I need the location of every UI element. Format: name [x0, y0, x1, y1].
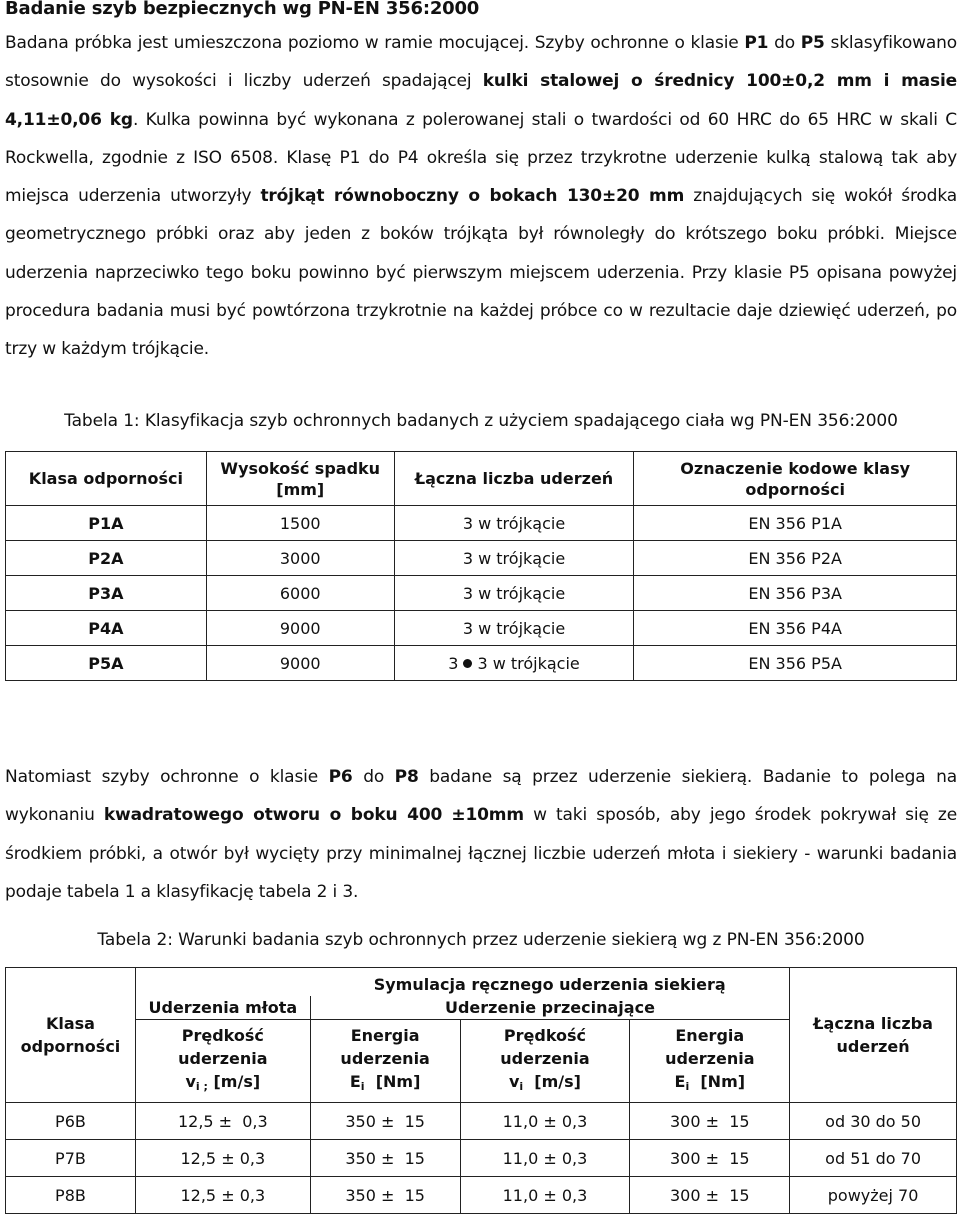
table1-cell-kod: EN 356 P2A — [634, 541, 957, 576]
table1-cell-liczba: 3 w trójkącie — [394, 541, 634, 576]
para1-class-p5: P5 — [800, 33, 825, 53]
table2-header-row-1 — [6, 968, 957, 997]
table1-header-wysokosc: Wysokość spadku [mm] — [206, 452, 394, 506]
table1-cell-wysokosc: 3000 — [206, 541, 394, 576]
para2-space — [442, 805, 451, 825]
table1-cell-klasa: P3A — [6, 576, 207, 611]
table1-cell-klasa: P2A — [6, 541, 207, 576]
multiplication-dot-icon — [463, 659, 472, 668]
para2-hole-spec: kwadratowego otworu o boku 400 — [103, 805, 443, 826]
table-axe-test-conditions — [5, 967, 957, 1214]
table2-header-laczna: Łączna liczba uderzeń — [790, 968, 957, 1103]
table2-cell-e1: 350 ± 15 — [310, 1103, 460, 1140]
para1-text-4: . Kulka powinna być wykonana z polerowanej stali o twardości od 60 HRC do 65 HRC w skali C Rockwella, zgodnie z ISO 6508. Klasę P1 do P4 określa się przez trzykrotne uderzenie kulką stalową tak aby miejsca uderzenia utworzyły — [5, 109, 957, 207]
table1-cell-liczba-text: 3 w trójkącie — [477, 653, 580, 673]
table1-header-kod: Oznaczenie kodowe klasy odporności — [634, 452, 957, 506]
table1-cell-wysokosc: 1500 — [206, 506, 394, 541]
table-classification-falling-body — [5, 451, 957, 681]
table-row — [6, 1177, 957, 1214]
table1-cell-liczba: 3 w trójkącie — [394, 506, 634, 541]
table2-header-v1: Prędkość uderzenia $v_{i ;}$ [m/s] — [135, 1020, 310, 1103]
para1-text-2: do — [768, 33, 801, 53]
para1-ball-spec: kulki stalowej o średnicy 100±0,2 mm i masie 4,11±0,06 kg — [5, 71, 958, 130]
table1-cell-liczba: 3 w trójkącie — [394, 576, 634, 611]
para2-text-3: badane są przez uderzenie siekierą. Badanie to polega na wykonaniu — [5, 767, 957, 826]
table1-cell-liczba — [394, 646, 634, 681]
table2-header-predkosc-label: Prędkość uderzenia — [500, 1026, 590, 1068]
para2-text-4: w taki sposób, aby jego środek pokrywał się ze środkiem próbki, a otwór był wycięty przy minimalnej łącznej liczbie uderzeń młota i siekiery - warunki badania podaje tabela 1 a klasyfikację tabela 2 i 3. — [5, 805, 958, 902]
para1-text-3: sklasyfikowano stosownie do wysokości i liczby uderzeń spadającej — [5, 33, 957, 92]
table2-cell-laczna: powyżej 70 — [790, 1177, 957, 1214]
table2-header-symulacja: Symulacja ręcznego uderzenia siekierą — [310, 968, 789, 997]
table-row — [6, 646, 957, 681]
para2-tolerance: ±10mm — [451, 805, 524, 826]
table-row — [6, 1103, 957, 1140]
table2-cell-laczna: od 51 do 70 — [790, 1140, 957, 1177]
paragraph-axe-test — [5, 758, 957, 911]
paragraph-ball-test — [5, 24, 957, 369]
table-row — [6, 506, 957, 541]
table2-cell-klasa: P7B — [6, 1140, 136, 1177]
table2-cell-v2: 11,0 ± 0,3 — [460, 1140, 630, 1177]
table2-caption: Tabela 2: Warunki badania szyb ochronnych przez uderzenie siekierą wg z PN-EN 356:2000 — [97, 930, 865, 950]
table2-cell-laczna: od 30 do 50 — [790, 1103, 957, 1140]
table2-header-energia-label: Energia uderzenia — [340, 1026, 430, 1068]
table1-cell-liczba-count: 3 — [448, 653, 459, 673]
table1-cell-klasa: P4A — [6, 611, 207, 646]
table1-cell-kod: EN 356 P3A — [634, 576, 957, 611]
section-heading: Badanie szyb bezpiecznych wg PN-EN 356:2000 — [5, 0, 480, 19]
table1-header-row — [6, 452, 957, 506]
para1-triangle-spec: trójkąt równoboczny o bokach 130±20 mm — [260, 186, 685, 207]
table2-cell-v1: 12,5 ± 0,3 — [135, 1103, 310, 1140]
table2-cell-v1: 12,5 ± 0,3 — [135, 1177, 310, 1214]
table1-cell-liczba: 3 w trójkącie — [394, 611, 634, 646]
table2-header-mlota: Uderzenia młota — [135, 996, 310, 1020]
table1-cell-wysokosc: 6000 — [206, 576, 394, 611]
table2-cell-e1: 350 ± 15 — [310, 1177, 460, 1214]
table-row — [6, 611, 957, 646]
table-row — [6, 541, 957, 576]
table2-cell-v2: 11,0 ± 0,3 — [460, 1177, 630, 1214]
table2-header-przecinajace: Uderzenie przecinające — [310, 996, 789, 1020]
table2-header-energia-label: Energia uderzenia — [665, 1026, 755, 1068]
para1-text-5: znajdujących się wokół środka geometrycznego próbki oraz aby jeden z boków trójkąta był równoległy do krótszego boku próbki. Miejsce uderzenia naprzeciwko tego boku powinno być pierwszym miejscem uderzenia. Przy klasie P5 opisana powyżej procedura badania musi być powtórzona trzykrotnie na każdej próbce co w rezultacie daje dziewięć uderzeń, po trzy w każdym trójkącie. — [5, 186, 957, 360]
table1-header-klasa: Klasa odporności — [6, 452, 207, 506]
table-row — [6, 1140, 957, 1177]
table2-cell-klasa: P6B — [6, 1103, 136, 1140]
para2-text-2: do — [352, 767, 395, 787]
table2-cell-e1: 350 ± 15 — [310, 1140, 460, 1177]
para2-class-p6: P6 — [328, 767, 353, 787]
table1-cell-klasa: P1A — [6, 506, 207, 541]
table-row — [6, 576, 957, 611]
table2-cell-klasa: P8B — [6, 1177, 136, 1214]
table2-header-v2: Prędkość uderzenia $v_i$ [m/s] — [460, 1020, 630, 1103]
para1-text-1: Badana próbka jest umieszczona poziomo w ramie mocującej. Szyby ochronne o klasie — [5, 33, 745, 53]
table2-cell-e2: 300 ± 15 — [630, 1140, 790, 1177]
table1-cell-kod: EN 356 P4A — [634, 611, 957, 646]
table1-caption: Tabela 1: Klasyfikacja szyb ochronnych badanych z użyciem spadającego ciała wg PN-EN 356:2000 — [64, 411, 898, 431]
para2-class-p8: P8 — [394, 767, 419, 787]
table2-header-klasa: Klasa odporności — [6, 968, 136, 1103]
table2-header-e1: Energia uderzenia $E_i$ [Nm] — [310, 1020, 460, 1103]
table2-cell-e2: 300 ± 15 — [630, 1177, 790, 1214]
table2-cell-e2: 300 ± 15 — [630, 1103, 790, 1140]
table1-header-liczba: Łączna liczba uderzeń — [394, 452, 634, 506]
table1-cell-wysokosc: 9000 — [206, 646, 394, 681]
table1-cell-klasa: P5A — [6, 646, 207, 681]
table2-cell-v2: 11,0 ± 0,3 — [460, 1103, 630, 1140]
table1-cell-wysokosc: 9000 — [206, 611, 394, 646]
table2-header-predkosc-label: Prędkość uderzenia — [178, 1026, 268, 1068]
table2-header-e2: Energia uderzenia $E_i$ [Nm] — [630, 1020, 790, 1103]
table2-cell-v1: 12,5 ± 0,3 — [135, 1140, 310, 1177]
para1-class-p1: P1 — [744, 33, 769, 53]
para2-text-1: Natomiast szyby ochronne o klasie — [5, 767, 329, 787]
table1-cell-kod: EN 356 P1A — [634, 506, 957, 541]
table1-cell-kod: EN 356 P5A — [634, 646, 957, 681]
